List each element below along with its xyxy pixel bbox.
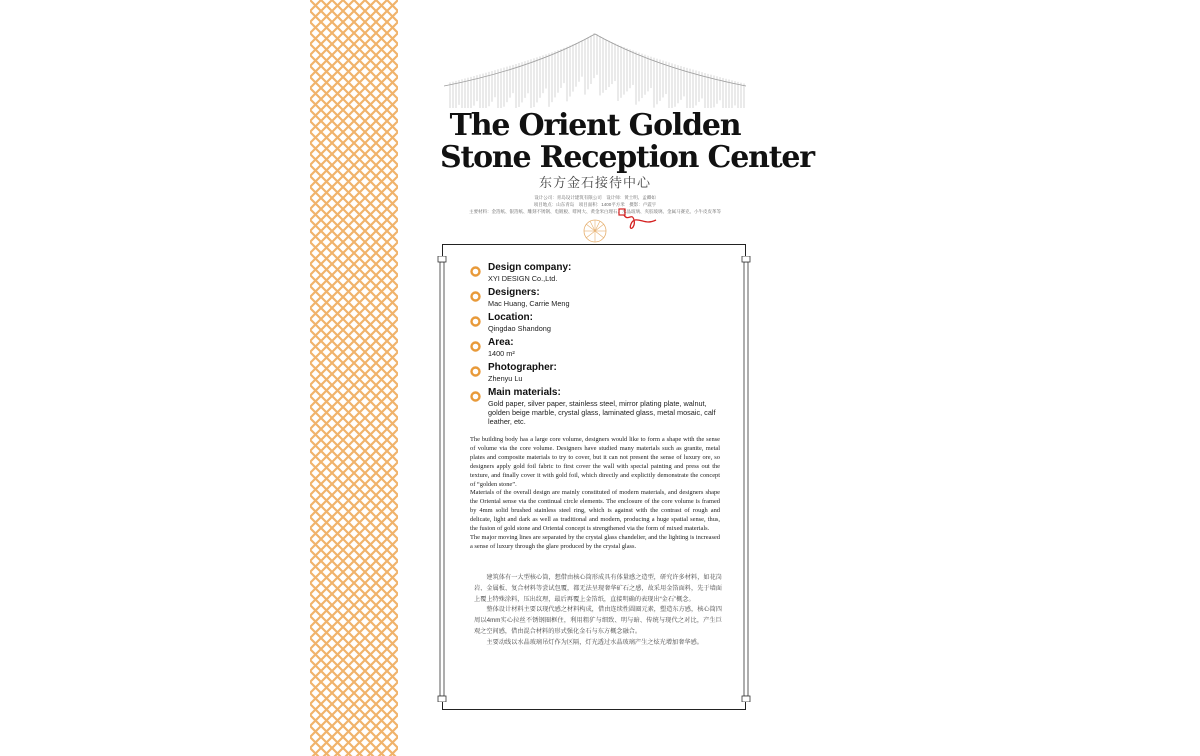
decorative-lattice-strip [310, 0, 398, 756]
credits-block [440, 194, 750, 215]
info-item-location [470, 312, 730, 333]
paragraph: 建筑体有一大型核心筒，想借由核心筒形成具有体量感之造型，研究许多材料，如花岗岩、金属板、复合材料等尝试包覆，都无法呈现奢华矿石之感，故采用金箔面料，先于墙面上覆上特殊涂料，压出纹理，最后再覆上金箔纸，直接明确的表现出“金石”概念。 [474, 574, 722, 603]
info-label: Designers: [488, 287, 540, 298]
description-chinese [474, 573, 722, 649]
title-line-2: Stone Reception Center [440, 140, 814, 175]
subtitle-chinese: 东方金石接待中心 [538, 175, 651, 190]
info-item-area [470, 337, 730, 358]
info-value: Zhenyu Lu [488, 374, 523, 383]
credits-line-2: 项目地点：山东青岛 项目面积：1400平方米 摄影：卢震宇 [533, 202, 657, 207]
info-label: Photographer: [488, 362, 557, 373]
info-label: Area: [488, 337, 514, 348]
gold-ring-icon [470, 366, 481, 377]
credits-line-1: 设计公司：青岛设计建筑有限公司 设计师：黄士明、孟卿如 [534, 195, 656, 200]
info-label: Design company: [488, 262, 572, 273]
info-value: Mac Huang, Carrie Meng [488, 299, 570, 308]
credits-line-3: 主要材料：金箔纸、银箔纸、雕刻不锈钢、电镀板、啡网大、黄金米白理石、水晶玻璃、夹胶玻璃、金属马赛克、小牛皮皮革等 [469, 209, 721, 214]
paragraph: Materials of the overall design are mainly constituted of modern materials, and designers shape the Oriental sense via the continual circle elements. The enclosure of the core volume is framed by 4mm solid brushed stainless steel ring, which is against with the contrast of rough and delicate, light and dark as well as traditional and modern, producing a huge spatial sense, thus, the fusion of gold stone and Oriental concept is strengthened via the form of mixed materials. [470, 489, 720, 533]
info-value: XYI DESIGN Co.,Ltd. [488, 274, 558, 283]
gold-ring-icon [470, 341, 481, 352]
gold-ring-icon [470, 291, 481, 302]
right-scroll-rod [741, 256, 751, 702]
title-line-1: The Orient Golden [449, 108, 741, 143]
info-item-designers [470, 287, 730, 308]
info-value: Gold paper, silver paper, stainless steel, mirror plating plate, walnut, golden beige marble, crystal glass, laminated glass, metal mosaic, calf leather, etc. [488, 399, 716, 426]
gold-ring-icon [470, 266, 481, 277]
info-value: Qingdao Shandong [488, 324, 551, 333]
description-english [470, 436, 720, 552]
seal-mark [618, 208, 658, 234]
paragraph: 整体设计材料主要以现代感之材料构成，借由连续性圆圈元素，塑造东方感，核心筒四周以4mm实心拉丝不锈钢圈框住，利用粗犷与细致、明与暗、传统与现代之对比，产生巨观之空间感，借由混合材料的形式强化金石与东方概念融合。 [474, 606, 722, 635]
project-info-list [470, 262, 730, 430]
paragraph: The building body has a large core volume, designers would like to form a shape with the sense of volume via the core volume. Designers have studied many materials such as granite, metal plates and composite materials to try to cover, but it can not present the sense of luxury ore, so designers apply gold foil fabric to first cover the wall with special painting and press out the texture, and finally cover it with gold foil, which directly and explicitly demonstrate the concept of “golden stone”. [470, 436, 720, 488]
gold-ring-icon [470, 316, 481, 327]
fan-icon [582, 218, 608, 244]
info-label: Location: [488, 312, 533, 323]
roof-ornament [444, 30, 746, 110]
roof-ridge [444, 34, 746, 86]
left-scroll-rod [437, 256, 447, 702]
info-item-main-materials [470, 387, 730, 426]
paragraph: The major moving lines are separated by the crystal glass chandelier, and the lighting is increased a sense of luxury through the glare produced by the crystal glass. [470, 533, 720, 550]
info-label: Main materials: [488, 387, 561, 398]
info-item-photographer [470, 362, 730, 383]
paragraph: 主要动线以水晶玻璃吊灯作为区隔，灯光透过水晶玻璃产生之炫光增加奢华感。 [486, 638, 703, 646]
page-title [440, 108, 814, 175]
gold-ring-icon [470, 391, 481, 402]
info-value: 1400 m² [488, 349, 515, 358]
info-item-design-company [470, 262, 730, 283]
